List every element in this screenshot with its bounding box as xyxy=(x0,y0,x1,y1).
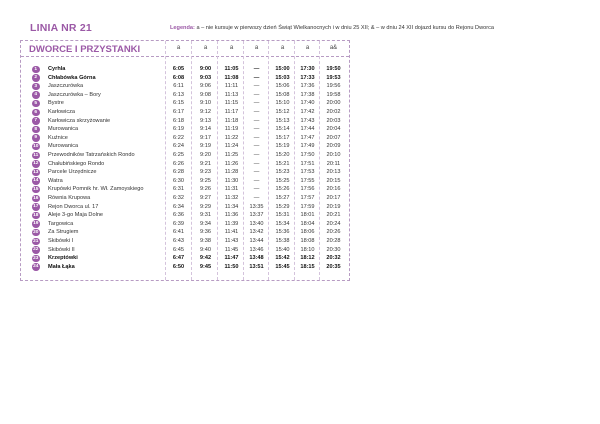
departure-time: 20:28 xyxy=(326,238,341,244)
departure-time: 18:04 xyxy=(300,220,315,227)
departure-time: 20:32 xyxy=(326,255,341,262)
table-row xyxy=(21,160,351,169)
departure-time: 18:10 xyxy=(300,246,315,253)
departure-time: 9:45 xyxy=(199,263,212,270)
departure-time: 9:13 xyxy=(200,117,211,124)
departure-time: 6:30 xyxy=(173,177,184,184)
table-row xyxy=(21,185,351,194)
departure-time: 9:42 xyxy=(199,255,212,262)
departure-time: 18:08 xyxy=(300,238,315,244)
departure-time: 18:06 xyxy=(300,229,315,236)
departure-time: 11:34 xyxy=(224,203,239,210)
departure-time: 13:48 xyxy=(249,255,264,262)
column-header: a xyxy=(203,45,208,51)
stop-name: Chłabówka Górna xyxy=(48,74,96,81)
departure-time: — xyxy=(253,152,260,158)
departure-time: 9:08 xyxy=(200,91,211,98)
stop-name: Bystre xyxy=(48,100,64,107)
stop-name: Karłowicza xyxy=(48,109,76,115)
departure-time: 15:10 xyxy=(275,100,290,107)
departure-time: — xyxy=(253,100,260,107)
departure-time: 11:43 xyxy=(224,238,239,244)
departure-time: — xyxy=(253,186,260,193)
departure-time: 15:06 xyxy=(275,83,290,90)
table-row xyxy=(21,177,351,186)
column-header: a& xyxy=(329,45,338,51)
departure-time: 20:11 xyxy=(326,160,341,167)
departure-time: 9:29 xyxy=(200,203,211,210)
departure-time: 19:53 xyxy=(326,74,341,81)
departure-time: 20:16 xyxy=(326,186,341,193)
departure-time: 6:31 xyxy=(173,186,184,193)
departure-time: 11:39 xyxy=(224,220,239,227)
stop-name: Krupówki Pomnik hr. Wł. Zamoyskiego xyxy=(48,186,144,193)
departure-time: 15:42 xyxy=(275,255,290,262)
departure-time: — xyxy=(253,91,260,98)
stop-number-badge: 17 xyxy=(33,204,39,210)
stop-name: Równia Krupowa xyxy=(48,195,91,201)
departure-time: 9:36 xyxy=(200,229,211,236)
departure-time: 17:50 xyxy=(300,152,315,158)
departure-time: 20:26 xyxy=(326,229,341,236)
stop-number-badge: 6 xyxy=(32,109,40,117)
departure-time: 9:03 xyxy=(199,74,212,81)
departure-time: 15:00 xyxy=(275,66,290,72)
table-row xyxy=(21,228,351,237)
departure-time: 11:22 xyxy=(224,134,239,141)
departure-time: — xyxy=(253,126,260,133)
table-row xyxy=(21,203,351,212)
header-divider xyxy=(21,56,349,57)
departure-time: 15:29 xyxy=(275,203,290,210)
stop-number-badge: 10 xyxy=(33,143,39,149)
departure-time: 6:22 xyxy=(173,134,184,141)
departure-time: — xyxy=(253,169,260,176)
column-header: a xyxy=(176,45,181,51)
table-row xyxy=(21,151,351,160)
departure-time: 11:28 xyxy=(224,169,239,176)
departure-time: 15:38 xyxy=(275,238,290,244)
departure-time: 11:47 xyxy=(224,255,239,262)
departure-time: 20:35 xyxy=(326,263,341,270)
departure-time: 17:57 xyxy=(300,195,315,201)
table-row xyxy=(21,125,351,134)
departure-time: — xyxy=(253,160,260,167)
departure-time: 11:50 xyxy=(224,263,239,270)
table-row xyxy=(21,168,351,177)
departure-time: 6:13 xyxy=(173,91,184,98)
departure-time: 6:41 xyxy=(173,229,184,236)
stop-number-badge: 21 xyxy=(33,238,39,244)
departure-time: 11:17 xyxy=(224,109,239,115)
departure-time: 6:47 xyxy=(172,255,185,262)
stop-name: Jaszczurówka – Bory xyxy=(48,91,101,98)
departure-time: 11:13 xyxy=(224,91,239,98)
table-row xyxy=(21,65,351,74)
stop-number-badge: 19 xyxy=(33,221,39,227)
departure-time: 9:12 xyxy=(200,109,211,115)
stop-name: Watra xyxy=(48,177,63,184)
stop-number-badge: 8 xyxy=(32,126,40,134)
departure-time: 15:13 xyxy=(275,117,290,124)
stop-name: Skibówki I xyxy=(48,238,74,244)
departure-time: 15:40 xyxy=(275,246,290,253)
departure-time: — xyxy=(253,66,260,72)
departure-time: 11:31 xyxy=(224,186,239,193)
stop-number-badge: 2 xyxy=(32,74,40,82)
departure-time: 9:20 xyxy=(200,152,211,158)
departure-time: 15:45 xyxy=(275,263,290,270)
departure-time: 9:00 xyxy=(199,66,212,72)
departure-time: 15:27 xyxy=(275,195,290,201)
stop-name: Skibówki II xyxy=(48,246,75,253)
line-title: LINIA NR 21 xyxy=(30,22,92,34)
stop-name: Murowanica xyxy=(48,143,79,150)
departure-time: 15:08 xyxy=(275,91,290,98)
column-header: a xyxy=(254,45,259,51)
departure-time: 9:34 xyxy=(200,220,211,227)
column-header: a xyxy=(229,45,234,51)
stop-number-badge: 4 xyxy=(32,91,40,99)
departure-time: 15:19 xyxy=(275,143,290,150)
stop-name: Jaszczurówka xyxy=(48,83,84,90)
stop-number-badge: 3 xyxy=(32,83,40,91)
departure-time: 15:03 xyxy=(275,74,290,81)
column-header: a xyxy=(305,45,310,51)
departure-time: 9:40 xyxy=(200,246,211,253)
departure-time: 15:34 xyxy=(275,220,290,227)
departure-time: 17:53 xyxy=(300,169,315,176)
stop-name: Mała Łąka xyxy=(48,263,75,270)
departure-time: 18:12 xyxy=(300,255,315,262)
departure-time: 13:46 xyxy=(249,246,264,253)
departure-time: 11:05 xyxy=(224,66,239,72)
departure-time: 17:47 xyxy=(300,134,315,141)
stop-name: Krzeptówki xyxy=(48,255,78,262)
departure-time: 6:18 xyxy=(173,117,184,124)
departure-time: 20:04 xyxy=(326,126,341,133)
departure-time: — xyxy=(253,177,260,184)
table-row xyxy=(21,99,351,108)
departure-time: 17:49 xyxy=(300,143,315,150)
departure-time: 11:32 xyxy=(224,195,239,201)
departure-time: 15:21 xyxy=(275,160,290,167)
departure-time: 6:25 xyxy=(173,152,184,158)
departure-time: 19:58 xyxy=(326,91,341,98)
departure-time: 17:44 xyxy=(300,126,315,133)
stop-number-badge: 24 xyxy=(33,264,39,270)
stop-name: Rejon Dworca ul. 17 xyxy=(48,203,99,210)
departure-time: 13:37 xyxy=(249,212,264,219)
departure-time: 15:20 xyxy=(275,152,290,158)
departure-time: 6:50 xyxy=(172,263,185,270)
departure-time: 15:12 xyxy=(275,109,290,115)
departure-time: 13:35 xyxy=(249,203,264,210)
departure-time: 17:36 xyxy=(300,83,315,90)
departure-time: 6:19 xyxy=(173,126,184,133)
departure-time: 11:08 xyxy=(224,74,239,81)
departure-time: 18:15 xyxy=(300,263,315,270)
departure-time: 11:25 xyxy=(224,152,239,158)
departure-time: 15:14 xyxy=(275,126,290,133)
departure-time: 15:31 xyxy=(275,212,290,219)
stop-name: Kuźnice xyxy=(48,134,68,141)
departure-time: 11:15 xyxy=(224,100,239,107)
departure-time: 9:26 xyxy=(200,186,211,193)
column-header: a xyxy=(280,45,285,51)
stop-number-badge: 20 xyxy=(33,229,39,235)
departure-time: 6:28 xyxy=(173,169,184,176)
departure-time: 6:39 xyxy=(173,220,184,227)
departure-time: 19:50 xyxy=(326,66,341,72)
departure-time: 17:56 xyxy=(300,186,315,193)
departure-time: 11:24 xyxy=(224,143,239,150)
stop-name: Murowanica xyxy=(48,126,79,133)
stop-number-badge: 5 xyxy=(32,100,40,108)
departure-time: 20:07 xyxy=(326,134,341,141)
departure-time: — xyxy=(253,83,260,90)
departure-time: 9:23 xyxy=(200,169,211,176)
departure-time: 20:19 xyxy=(326,203,341,210)
table-row xyxy=(21,194,351,203)
departure-time: 17:40 xyxy=(300,100,315,107)
legend-label: Legenda: xyxy=(170,25,195,31)
departure-time: 9:38 xyxy=(200,238,211,244)
departure-time: 6:34 xyxy=(173,203,184,210)
departure-time: 13:42 xyxy=(249,229,264,236)
stop-number-badge: 9 xyxy=(32,134,40,142)
departure-time: 20:10 xyxy=(326,152,341,158)
table-row xyxy=(21,246,351,255)
departure-time: 20:09 xyxy=(326,143,341,150)
departure-time: 6:24 xyxy=(173,143,184,150)
departure-time: 15:25 xyxy=(275,177,290,184)
stop-number-badge: 22 xyxy=(33,247,39,253)
departure-time: 9:21 xyxy=(200,160,211,167)
table-row xyxy=(21,254,351,263)
stop-number-badge: 18 xyxy=(33,212,39,218)
departure-time: 17:55 xyxy=(300,177,315,184)
stop-name: Targowica xyxy=(48,220,74,227)
departure-time: 11:26 xyxy=(224,160,239,167)
departure-time: 20:00 xyxy=(326,100,341,107)
legend xyxy=(170,25,494,31)
departure-time: 17:59 xyxy=(300,203,315,210)
departure-time: 11:19 xyxy=(224,126,239,133)
departure-time: 20:21 xyxy=(326,212,341,219)
stop-number-badge: 16 xyxy=(33,195,39,201)
departure-time: 17:43 xyxy=(300,117,315,124)
departure-time: 20:13 xyxy=(326,169,341,176)
departure-time: 17:30 xyxy=(300,66,315,72)
departure-time: 20:30 xyxy=(326,246,341,253)
table-row xyxy=(21,142,351,151)
departure-time: 20:15 xyxy=(326,177,341,184)
departure-time: 6:26 xyxy=(173,160,184,167)
table-row xyxy=(21,220,351,229)
stop-number-badge: 7 xyxy=(32,117,40,125)
departure-time: 20:02 xyxy=(326,109,341,115)
stop-number-badge: 14 xyxy=(33,178,39,184)
stop-name: Chałubińskiego Rondo xyxy=(48,160,105,167)
departure-time: 11:41 xyxy=(224,229,239,236)
departure-time: 6:45 xyxy=(173,246,184,253)
departure-time: 6:32 xyxy=(173,195,184,201)
departure-time: 18:01 xyxy=(300,212,315,219)
table-row xyxy=(21,91,351,100)
departure-time: — xyxy=(253,117,260,124)
departure-time: 9:25 xyxy=(200,177,211,184)
stop-number-badge: 15 xyxy=(33,186,39,192)
departure-time: 11:36 xyxy=(224,212,239,219)
departure-time: 11:18 xyxy=(224,117,239,124)
departure-time: 11:45 xyxy=(224,246,239,253)
departure-time: 9:19 xyxy=(200,143,211,150)
departure-time: 9:27 xyxy=(200,195,211,201)
departure-time: 19:56 xyxy=(326,83,341,90)
departure-time: — xyxy=(253,195,260,201)
table-row xyxy=(21,263,351,272)
departure-time: 20:24 xyxy=(326,220,341,227)
departure-time: 20:03 xyxy=(326,117,341,124)
departure-time: 15:36 xyxy=(275,229,290,236)
departure-time: 6:05 xyxy=(172,66,185,72)
departure-time: 9:14 xyxy=(200,126,211,133)
table-row xyxy=(21,134,351,143)
departure-time: 6:08 xyxy=(172,74,185,81)
stop-name: Za Strugiem xyxy=(48,229,79,236)
table-row xyxy=(21,211,351,220)
departure-time: 13:51 xyxy=(249,263,264,270)
direction-title: DWORCE I PRZYSTANKI xyxy=(29,44,141,55)
stop-name: Karłowicza skrzyżowanie xyxy=(48,117,111,124)
departure-time: 6:17 xyxy=(173,109,184,115)
stop-name: Aleje 3-go Maja Dolne xyxy=(48,212,104,219)
stop-number-badge: 1 xyxy=(32,66,40,74)
table-row xyxy=(21,108,351,117)
departure-time: — xyxy=(253,109,260,115)
departure-time: 15:26 xyxy=(275,186,290,193)
departure-time: — xyxy=(253,134,260,141)
stop-number-badge: 23 xyxy=(33,255,39,261)
departure-time: 6:11 xyxy=(173,83,184,90)
stop-number-badge: 13 xyxy=(33,169,39,175)
departure-time: 11:11 xyxy=(224,83,239,90)
departure-time: 15:17 xyxy=(275,134,290,141)
stop-name: Parcele Urzędnicze xyxy=(48,169,97,176)
stop-name: Cyrhla xyxy=(48,66,66,72)
departure-time: — xyxy=(253,74,260,81)
departure-time: 9:06 xyxy=(200,83,211,90)
departure-time: 20:17 xyxy=(326,195,341,201)
stop-name: Przewodników Tatrzańskich Rondo xyxy=(48,152,135,158)
departure-time: 6:36 xyxy=(173,212,184,219)
departure-time: 6:43 xyxy=(173,238,184,244)
table-row xyxy=(21,82,351,91)
timetable xyxy=(20,40,350,281)
stop-number-badge: 12 xyxy=(33,161,39,167)
departure-time: 6:15 xyxy=(173,100,184,107)
departure-time: — xyxy=(253,143,260,150)
departure-time: 9:17 xyxy=(200,134,211,141)
departure-time: 17:42 xyxy=(300,109,315,115)
table-row xyxy=(21,237,351,246)
table-row xyxy=(21,74,351,83)
departure-time: 11:30 xyxy=(224,177,239,184)
legend-text: a – nie kursuje w pierwszy dzień Świąt Wielkanocnych i w dniu 25 XII; & – w dniu 24 XII dojazd kursu do Rejonu Dworca xyxy=(196,25,494,31)
departure-time: 9:10 xyxy=(200,100,211,107)
departure-time: 17:33 xyxy=(300,74,315,81)
stop-number-badge: 11 xyxy=(33,152,39,158)
departure-time: 17:51 xyxy=(300,160,315,167)
departure-time: 13:44 xyxy=(249,238,264,244)
departure-time: 15:23 xyxy=(275,169,290,176)
departure-time: 13:40 xyxy=(249,220,264,227)
departure-time: 9:31 xyxy=(200,212,211,219)
departure-time: 17:38 xyxy=(300,91,315,98)
table-row xyxy=(21,117,351,126)
